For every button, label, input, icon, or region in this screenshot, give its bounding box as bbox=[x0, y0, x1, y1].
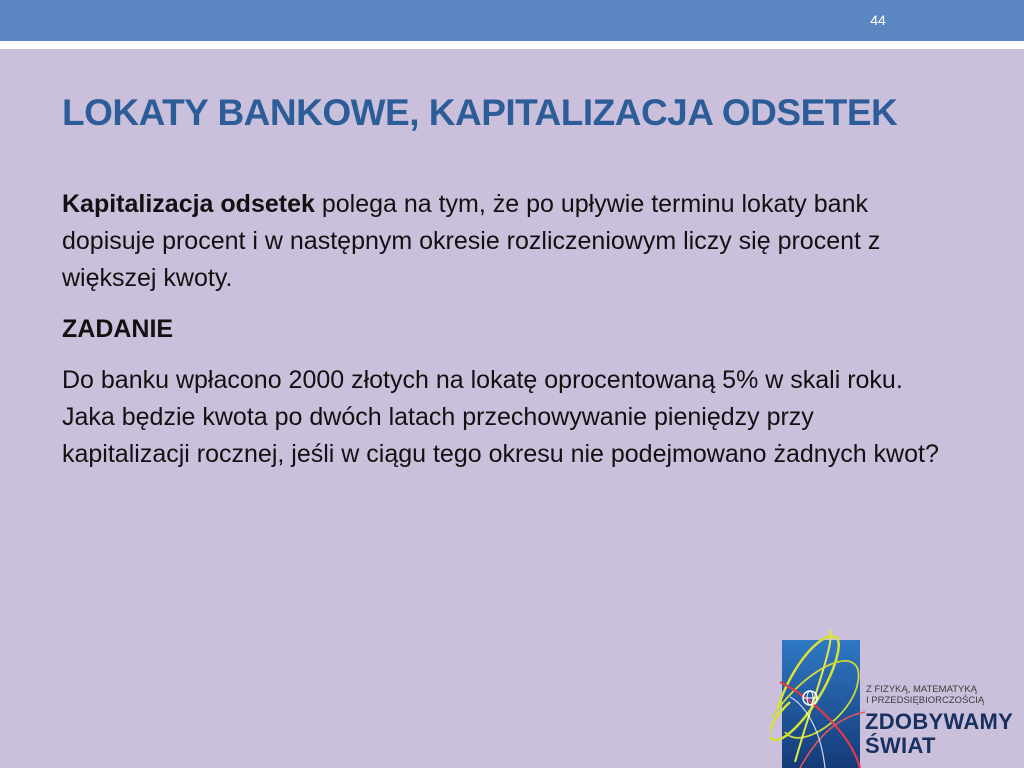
intro-text: polega na tym, że po upływie terminu lokaty bank dopisuje procent i w następnym okresie rozliczeniowym liczy się procent z większej kwoty. bbox=[62, 190, 881, 292]
logo-title-line2: ŚWIAT bbox=[865, 733, 936, 758]
task-paragraph: Do banku wpłacono 2000 złotych na lokatę oprocentowaną 5% w skali roku. Jaka będzie kwota po dwóch latach przechowywanie pieniędzy przy kapitalizacji rocznej, jeśli w ciągu tego okresu nie podejmowano żadnych kwot? bbox=[62, 366, 939, 468]
top-bar-divider bbox=[0, 41, 1024, 49]
logo-title-line1: ZDOBYWAMY bbox=[865, 709, 1014, 734]
logo-subtitle bbox=[866, 684, 984, 706]
logo-subtitle-line2: I PRZEDSIĘBIORCZOŚCIĄ bbox=[866, 695, 985, 706]
slide-number: 44 bbox=[870, 12, 886, 28]
logo-subtitle-line1: Z FIZYKĄ, MATEMATYKĄ bbox=[866, 684, 978, 695]
slide-content bbox=[62, 186, 942, 473]
logo-title bbox=[865, 710, 1013, 758]
task-heading: ZADANIE bbox=[62, 315, 174, 343]
project-logo bbox=[770, 622, 1024, 768]
intro-paragraph bbox=[62, 186, 942, 297]
slide-title: LOKATY BANKOWE, KAPITALIZACJA ODSETEK bbox=[62, 92, 898, 133]
intro-term: Kapitalizacja odsetek bbox=[62, 190, 315, 218]
